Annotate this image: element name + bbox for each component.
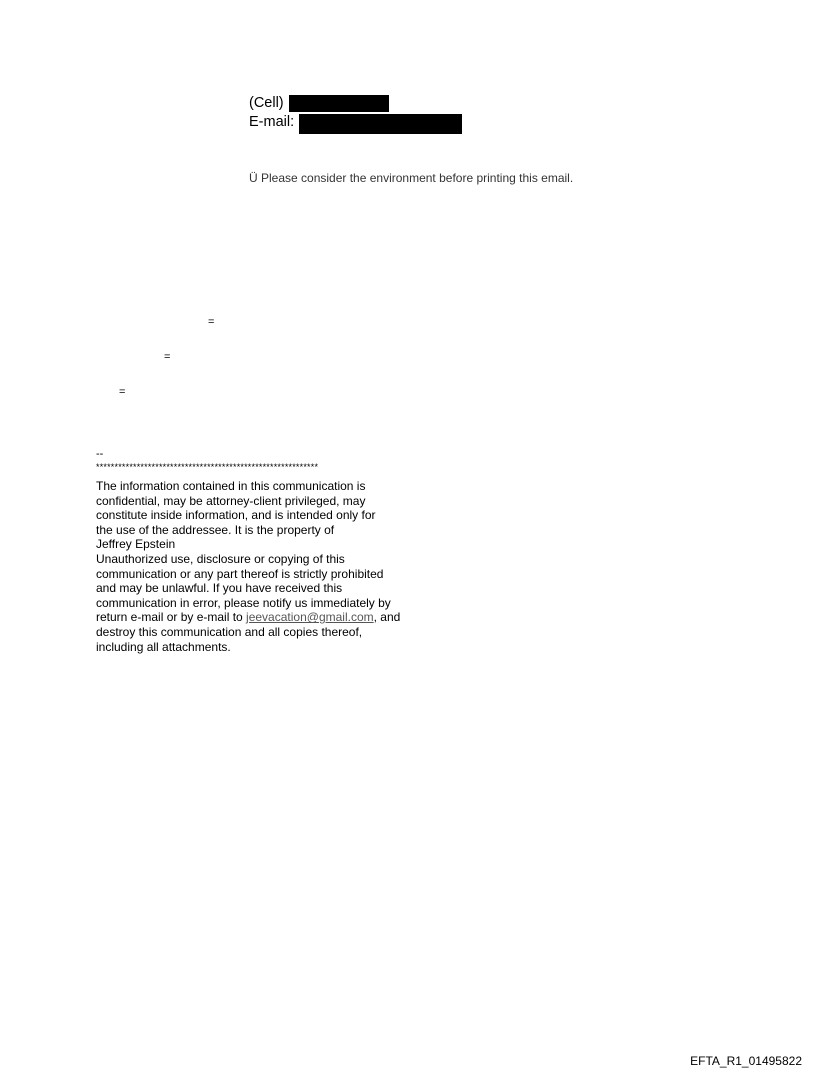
environment-note: Ü Please consider the environment before printing this email. [249,171,574,185]
disclaimer-line: and may be unlawful. If you have received this [96,581,343,596]
return-suffix: , and [373,610,401,625]
document-id: EFTA_R1_01495822 [690,1054,802,1068]
disclaimer-line: Jeffrey Epstein [96,537,176,552]
disclaimer-line: constitute inside information, and is intended only for [96,508,376,523]
disclaimer-line: communication in error, please notify us immediately by [96,595,391,610]
cell-line [249,95,389,112]
equals-mark-3: = [119,386,126,398]
disclaimer-line: The information contained in this communication is [96,479,366,493]
disclaimer-line: including all attachments. [96,639,231,654]
confidentiality-disclaimer [96,479,436,654]
disclaimer-line: communication or any part thereof is strictly prohibited [96,566,384,581]
cell-redaction [289,95,389,112]
return-prefix: return e-mail or by e-mail to [96,610,247,625]
disclaimer-line: Unauthorized use, disclosure or copying of this [96,551,345,566]
disclaimer-line: confidential, may be attorney-client privileged, may [96,493,366,508]
email-label: E-mail: [249,114,295,130]
signature-dashes: -- [96,448,104,460]
disclaimer-line: destroy this communication and all copies thereof, [96,624,363,639]
contact-email-link[interactable]: jeevacation@gmail.com [246,610,374,625]
asterisk-separator: ************************************************************ [96,462,319,472]
email-line [249,114,462,134]
equals-mark-2: = [164,351,171,363]
cell-label: (Cell) [249,95,284,111]
disclaimer-line: the use of the addressee. It is the property of [96,522,335,537]
email-redaction [299,114,462,134]
equals-mark-1: = [208,316,215,328]
disclaimer-return-line [96,610,436,625]
